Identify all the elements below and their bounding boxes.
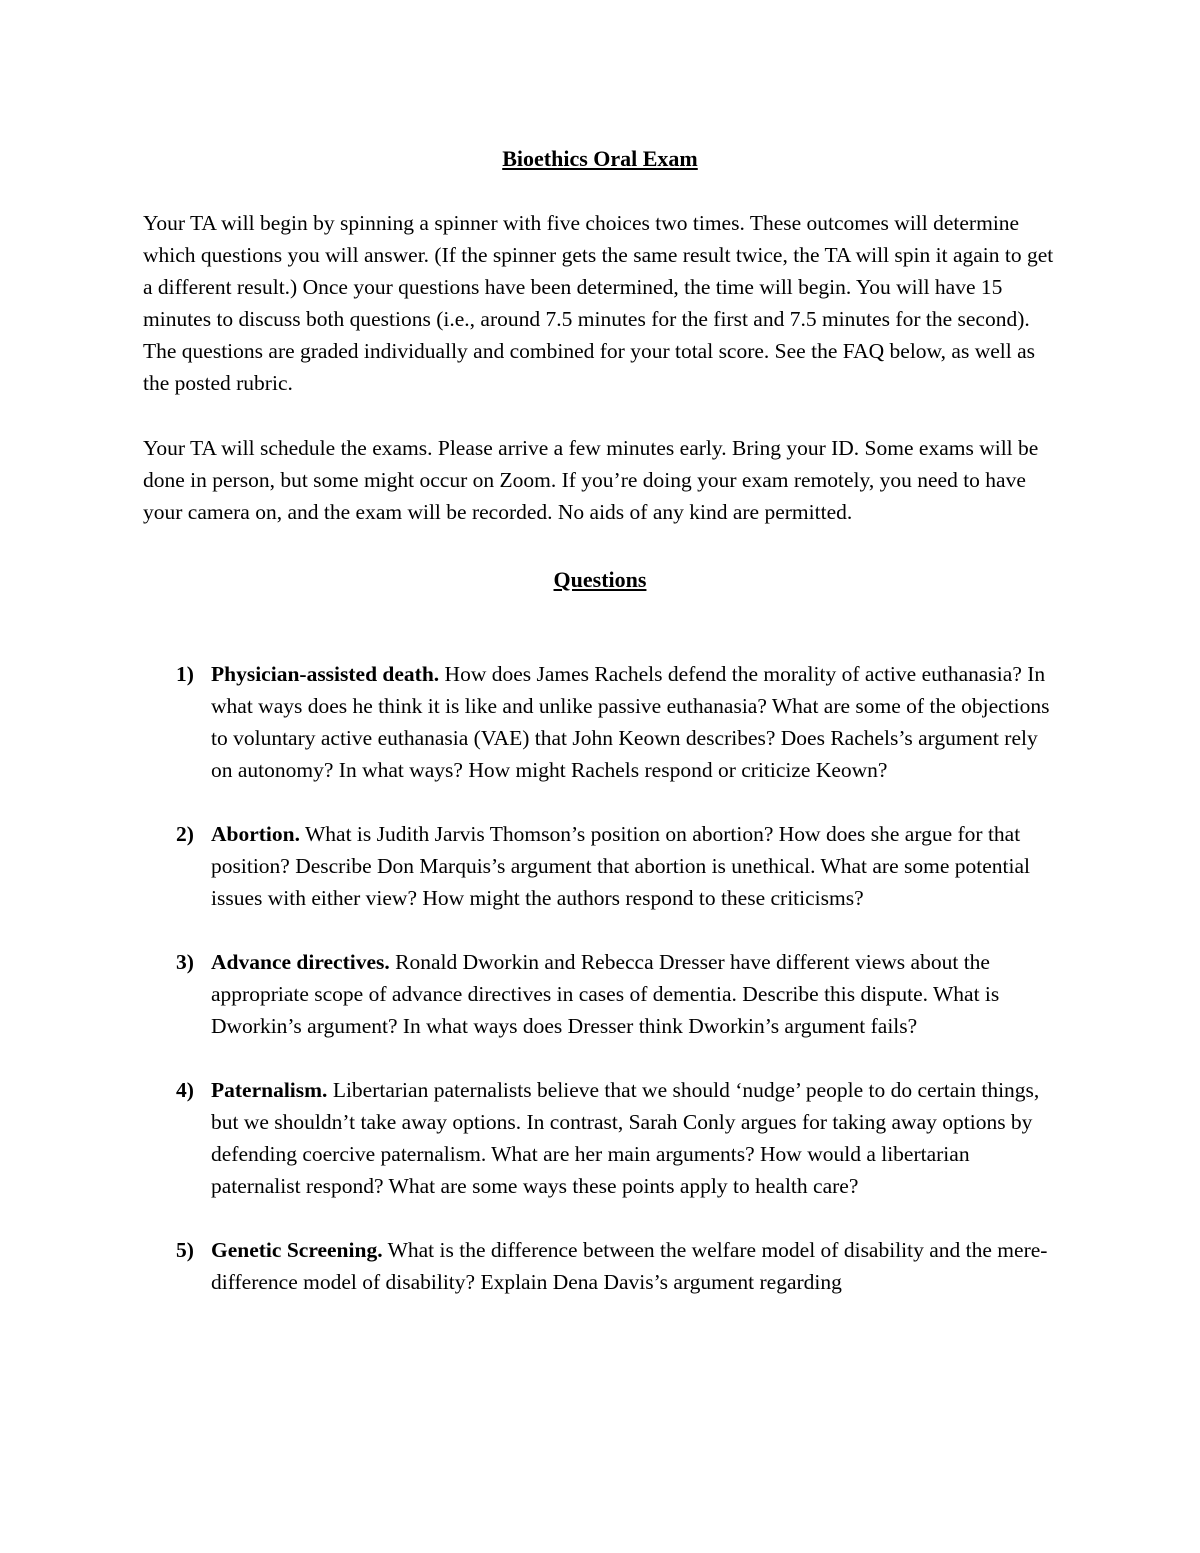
question-number: 3) xyxy=(176,950,194,974)
question-item-1 xyxy=(176,658,1057,786)
question-text: Libertarian paternalists believe that we should ‘nudge’ people to do certain things, but we shouldn’t take away options. In contrast, Sarah Conly argues for taking away options by defending coercive paternalism. What are her main arguments? How would a libertarian paternalist respond? What are some ways these points apply to health care? xyxy=(211,1078,1040,1198)
question-body xyxy=(211,658,1057,786)
question-item-4 xyxy=(176,1074,1057,1202)
intro-paragraph-1: Your TA will begin by spinning a spinner with five choices two times. These outcomes will determine which questions you will answer. (If the spinner gets the same result twice, the TA will spin it again to get a different result.) Once your questions have been determined, the time will begin. You will have 15 minutes to discuss both questions (i.e., around 7.5 minutes for the first and 7.5 minutes for the second). The questions are graded individually and combined for your total score. See the FAQ below, as well as the posted rubric. xyxy=(143,211,1054,395)
question-topic: Abortion. xyxy=(211,822,300,846)
question-text: Ronald Dworkin and Rebecca Dresser have different views about the appropriate scope of advance directives in cases of dementia. Describe this dispute. What is Dworkin’s argument? In what ways does Dresser think Dworkin’s argument fails? xyxy=(211,950,1000,1038)
question-body xyxy=(211,1074,1057,1202)
question-item-3 xyxy=(176,946,1057,1042)
question-topic: Advance directives. xyxy=(211,950,390,974)
intro-paragraph-2: Your TA will schedule the exams. Please arrive a few minutes early. Bring your ID. Some exams will be done in person, but some might occur on Zoom. If you’re doing your exam remotely, you need to have your camera on, and the exam will be recorded. No aids of any kind are permitted. xyxy=(143,436,1039,524)
question-number: 4) xyxy=(176,1078,194,1102)
question-body xyxy=(211,818,1057,914)
document-title: Bioethics Oral Exam xyxy=(502,146,698,171)
question-topic: Genetic Screening. xyxy=(211,1238,383,1262)
question-body xyxy=(211,946,1057,1042)
question-number: 1) xyxy=(176,662,194,686)
question-item-5 xyxy=(176,1234,1057,1298)
questions-list xyxy=(143,658,1057,1298)
question-text: What is Judith Jarvis Thomson’s position on abortion? How does she argue for that position? Describe Don Marquis’s argument that abortion is unethical. What are some potential issues with either view? How might the authors respond to these criticisms? xyxy=(211,822,1030,910)
question-body xyxy=(211,1234,1057,1298)
question-number: 2) xyxy=(176,822,194,846)
questions-heading: Questions xyxy=(553,567,647,592)
question-topic: Physician-assisted death. xyxy=(211,662,440,686)
question-number: 5) xyxy=(176,1238,194,1262)
question-item-2 xyxy=(176,818,1057,914)
question-topic: Paternalism. xyxy=(211,1078,328,1102)
question-text: What is the difference between the welfare model of disability and the mere-difference model of disability? Explain Dena Davis’s argument regarding xyxy=(211,1238,1048,1294)
question-text: How does James Rachels defend the morality of active euthanasia? In what ways does he think it is like and unlike passive euthanasia? What are some of the objections to voluntary active euthanasia (VAE) that John Keown describes? Does Rachels’s argument rely on autonomy? In what ways? How might Rachels respond or criticize Keown? xyxy=(211,662,1050,782)
